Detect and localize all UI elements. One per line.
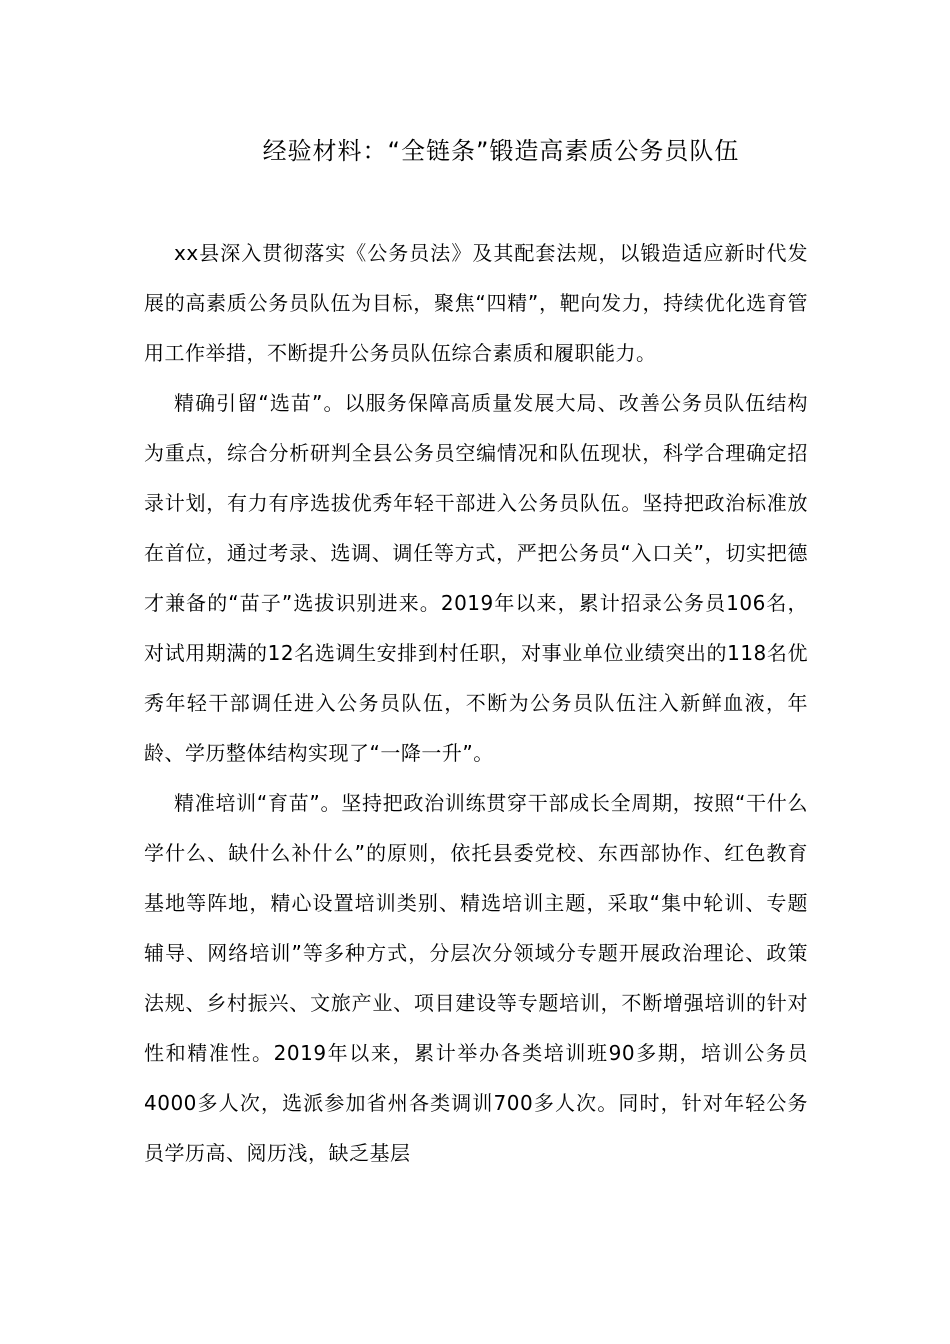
selection-paragraph: 精确引留“选苗”。以服务保障高质量发展大局、改善公务员队伍结构为重点，综合分析研判全县公务员空编情况和队伍现状，科学合理确定招录计划，有力有序选拔优秀年轻干部进入公务员队伍。坚持把政治标准放在首位，通过考录、选调、调任等方式，严把公务员“入口关”，切实把德才兼备的“苗子”选拔识别进来。2019年以来，累计招录公务员106名，对试用期满的12名选调生安排到村任职，对事业单位业绩突出的118名优秀年轻干部调任进入公务员队伍，不断为公务员队伍注入新鲜血液，年龄、学历整体结构实现了“一降一升”。 [144, 391, 808, 765]
document-body [144, 228, 808, 1178]
document-title: 经验材料：“全链条”锻造高素质公务员队伍 [262, 137, 740, 165]
intro-paragraph: xx县深入贯彻落实《公务员法》及其配套法规，以锻造适应新时代发展的高素质公务员队伍为目标，聚焦“四精”，靶向发力，持续优化选育管用工作举措，不断提升公务员队伍综合素质和履职能力。 [144, 241, 808, 365]
training-paragraph: 精准培训“育苗”。坚持把政治训练贯穿干部成长全周期，按照“干什么学什么、缺什么补什么”的原则，依托县委党校、东西部协作、红色教育基地等阵地，精心设置培训类别、精选培训主题，采取“集中轮训、专题辅导、网络培训”等多种方式，分层次分领域分专题开展政治理论、政策法规、乡村振兴、文旅产业、项目建设等专题培训，不断增强培训的针对性和精准性。2019年以来，累计举办各类培训班90多期，培训公务员4000多人次，选派参加省州各类调训700多人次。同时，针对年轻公务员学历高、阅历浅，缺乏基层 [144, 791, 808, 1165]
